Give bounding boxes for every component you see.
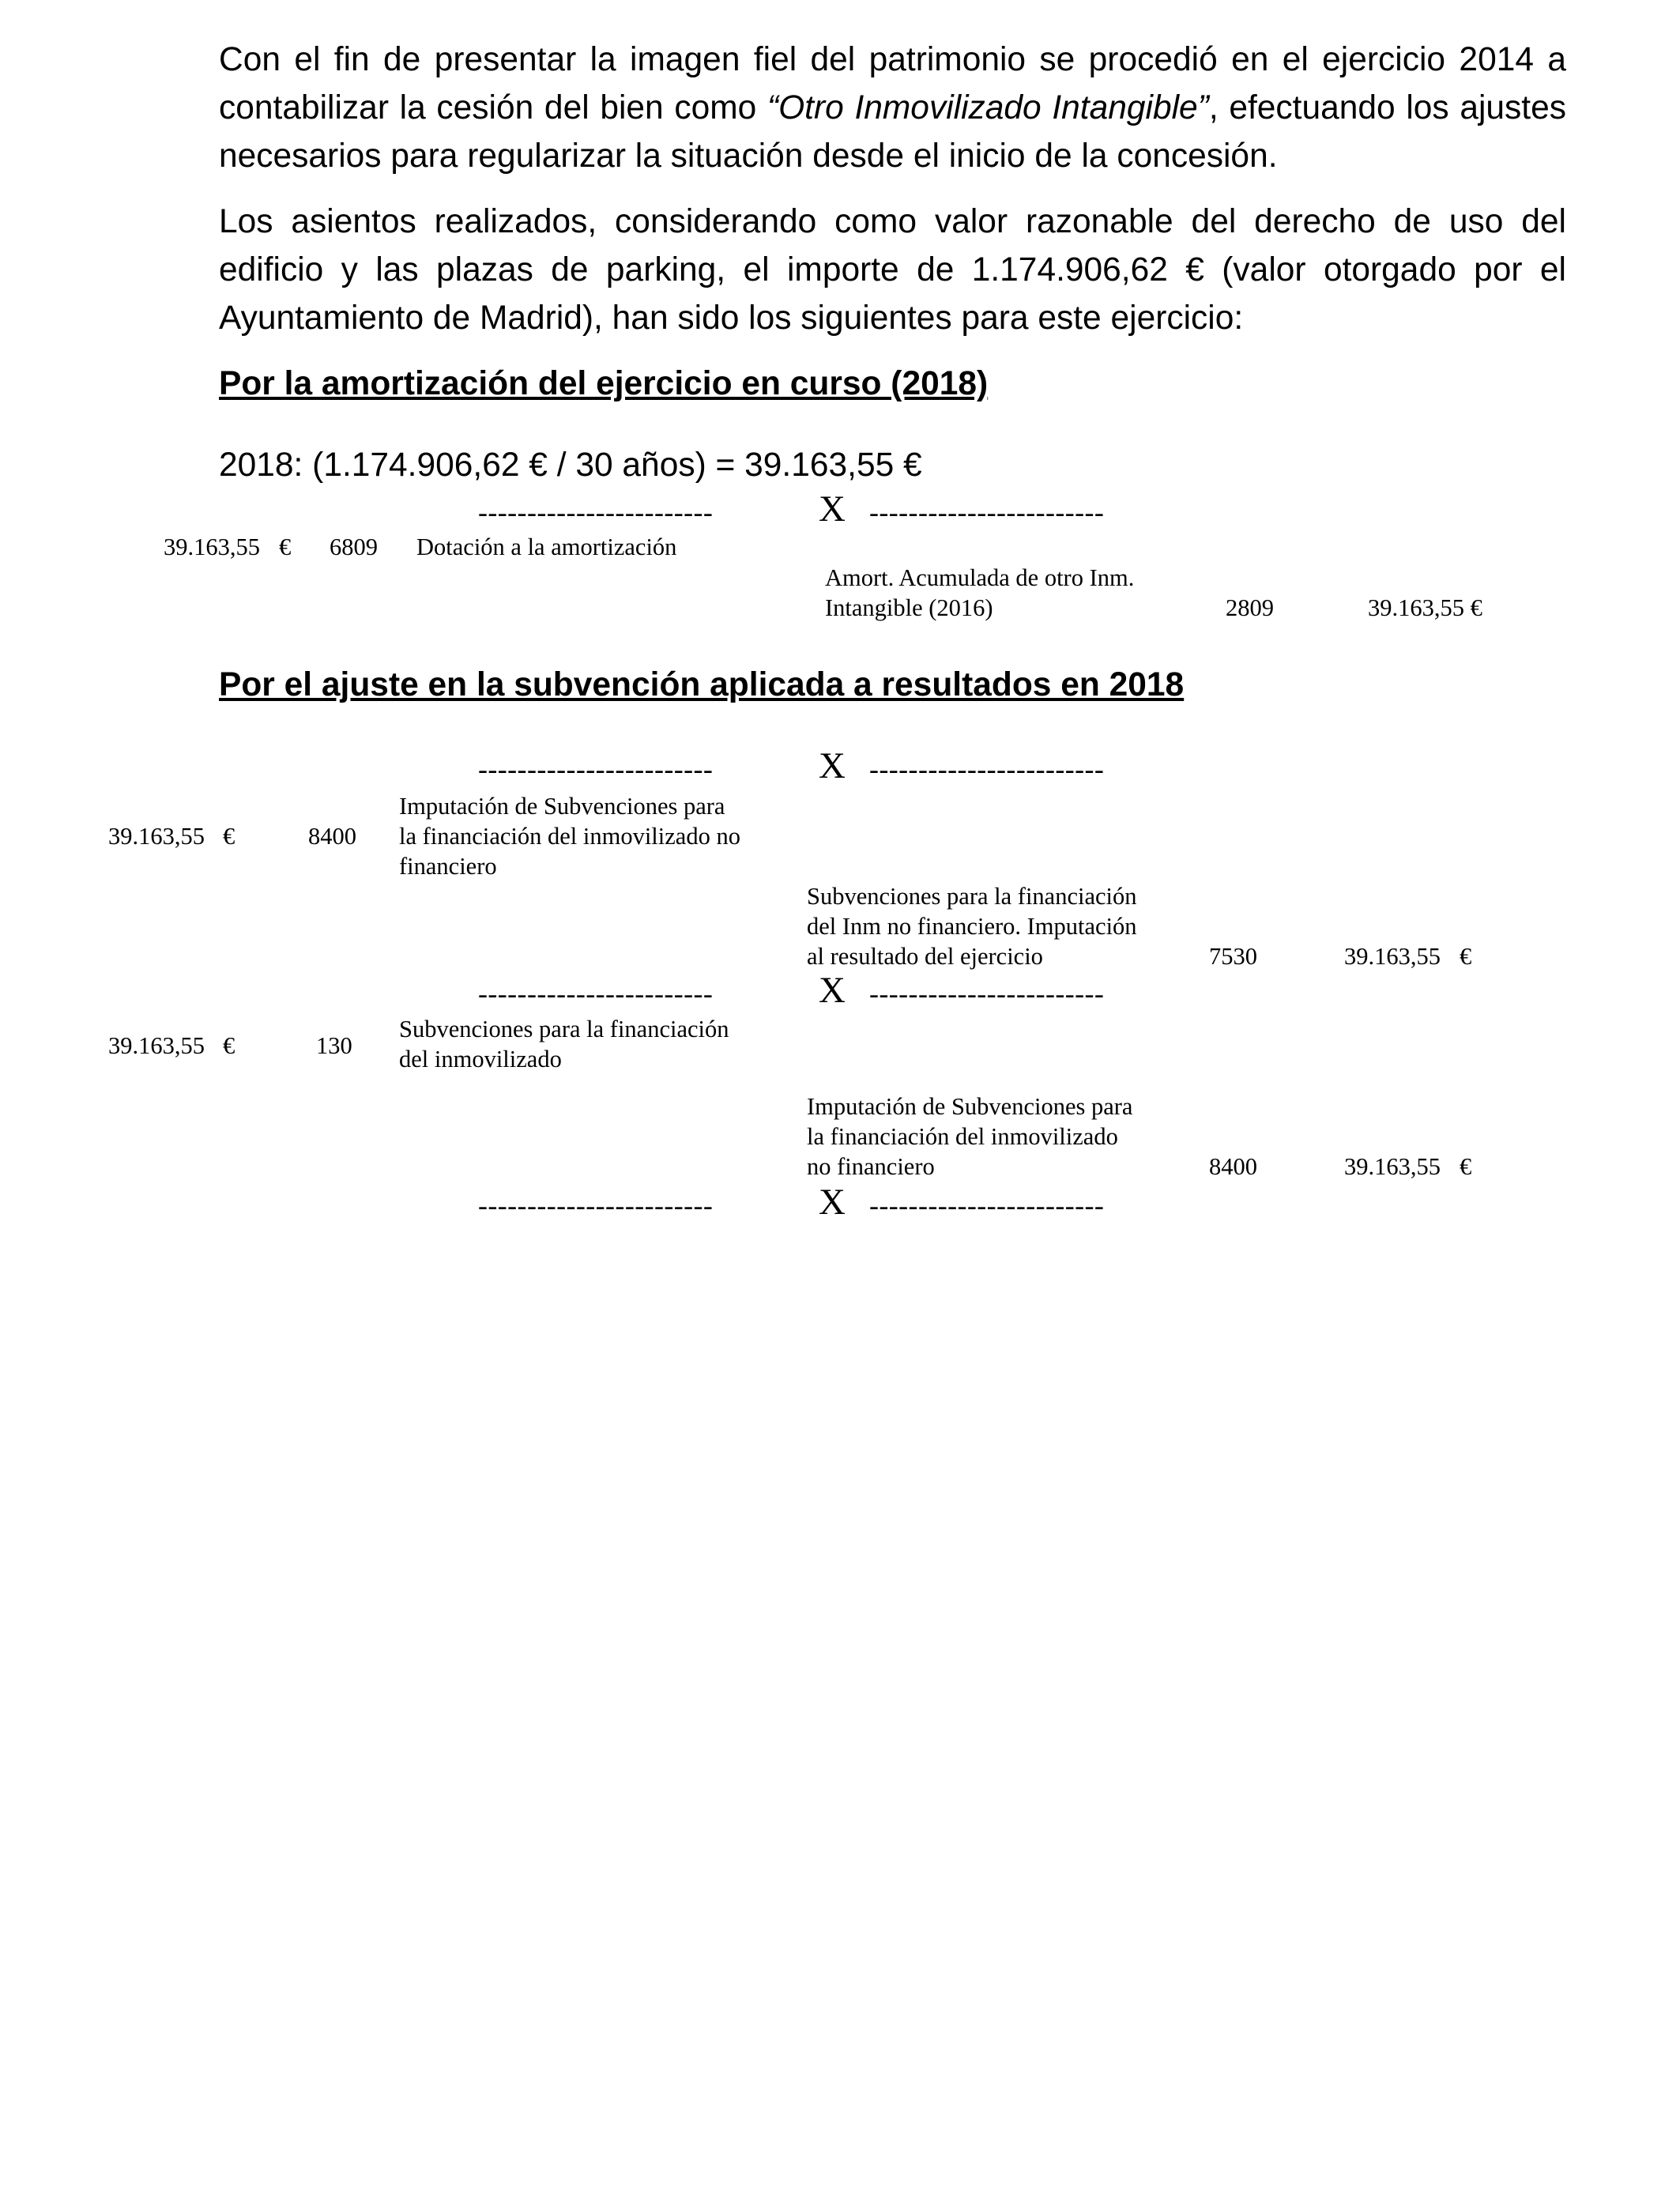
credit-description-line: del Inm no financiero. Imputación [807, 913, 1137, 940]
intro-p1-text-end: , efectuando los ajustes necesarios para regularizar la situación desde el inicio de la concesión. [219, 89, 1566, 175]
separator-dashes-right: ------------------------ [869, 753, 1105, 785]
credit-description-line: la financiación del inmovilizado [807, 1123, 1118, 1150]
separator-x-mark: X [819, 745, 846, 786]
entry-separator [478, 745, 1193, 792]
credit-description-line: al resultado del ejercicio [807, 943, 1043, 970]
intro-paragraph-1 [219, 36, 1566, 180]
separator-dashes-right: ------------------------ [869, 496, 1105, 528]
intro-p1-italic: “Otro Inmovilizado Intangible” [767, 89, 1209, 126]
separator-dashes-left: ------------------------ [478, 1189, 714, 1221]
intro-p1-text: Con el fin de presentar la imagen fiel del patrimonio se procedió en el ejercicio 2014 a contabilizar la cesión del bien como [219, 41, 1566, 126]
separator-dashes-left: ------------------------ [478, 978, 714, 1009]
debit-description-line: Imputación de Subvenciones para [399, 793, 725, 820]
credit-currency: € [1460, 943, 1472, 970]
credit-account: 2809 [1226, 594, 1274, 621]
debit-currency: € [223, 823, 235, 850]
credit-amount: 39.163,55 [1344, 1153, 1441, 1180]
debit-description-line: del inmovilizado [399, 1046, 562, 1072]
credit-amount: 39.163,55 [1344, 943, 1441, 970]
debit-description-line: Subvenciones para la financiación [399, 1016, 729, 1042]
debit-currency: € [279, 533, 292, 560]
debit-description-line: la financiación del inmovilizado no [399, 823, 740, 850]
entry-separator [478, 488, 1193, 535]
credit-account: 7530 [1209, 943, 1257, 970]
credit-amount: 39.163,55 € [1368, 594, 1482, 621]
entry-separator [478, 972, 1193, 1016]
debit-amount: 39.163,55 [164, 533, 260, 560]
section-1-heading: Por la amortización del ejercicio en curso (2018) [219, 365, 989, 402]
separator-dashes-right: ------------------------ [869, 978, 1105, 1009]
debit-description-line: financiero [399, 853, 497, 880]
credit-account: 8400 [1209, 1153, 1257, 1180]
debit-amount: 39.163,55 [108, 823, 205, 850]
debit-description: Dotación a la amortización [416, 533, 677, 560]
credit-currency: € [1460, 1153, 1472, 1180]
debit-account: 6809 [330, 533, 378, 560]
separator-x-mark: X [819, 488, 846, 530]
debit-currency: € [223, 1032, 235, 1059]
amortization-formula: 2018: (1.174.906,62 € / 30 años) = 39.163,55 € [219, 447, 922, 484]
entry-separator [478, 1184, 1193, 1228]
separator-x-mark: X [819, 1182, 846, 1223]
credit-description-line: no financiero [807, 1153, 935, 1180]
intro-paragraph-2: Los asientos realizados, considerando como valor razonable del derecho de uso del edificio y las plazas de parking, el importe de 1.174.906,62 € (valor otorgado por el Ayuntamiento de Madrid), han sido los siguientes para este ejercicio: [219, 203, 1566, 337]
separator-x-mark: X [819, 970, 846, 1011]
debit-amount: 39.163,55 [108, 1032, 205, 1059]
separator-dashes-left: ------------------------ [478, 496, 714, 528]
separator-dashes-right: ------------------------ [869, 1189, 1105, 1221]
debit-account: 8400 [308, 823, 356, 850]
credit-description-line-2: Intangible (2016) [825, 594, 993, 621]
credit-description-line: Subvenciones para la financiación [807, 883, 1137, 910]
credit-description-line: Imputación de Subvenciones para [807, 1093, 1133, 1120]
section-2-heading: Por el ajuste en la subvención aplicada a resultados en 2018 [219, 666, 1185, 703]
debit-account: 130 [316, 1032, 352, 1059]
credit-description-line-1: Amort. Acumulada de otro Inm. [825, 564, 1135, 591]
separator-dashes-left: ------------------------ [478, 753, 714, 785]
